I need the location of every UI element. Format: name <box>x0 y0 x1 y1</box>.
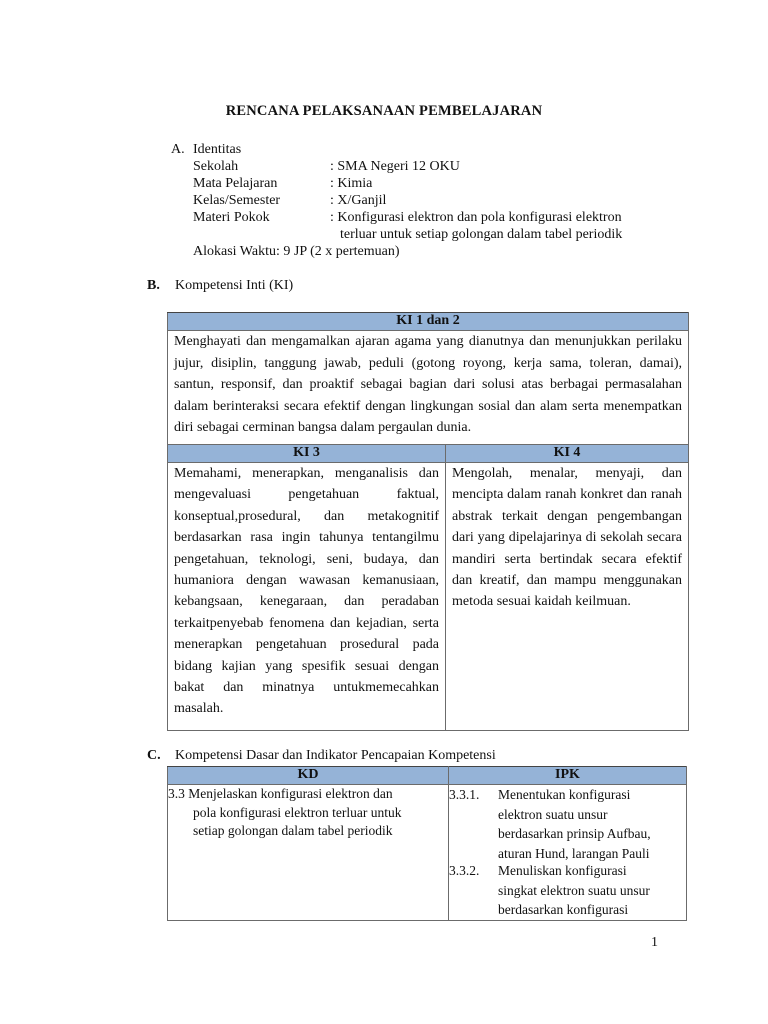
ipk-header: IPK <box>449 767 687 785</box>
ki3-header: KI 3 <box>168 445 446 463</box>
ipk-line: berdasarkan konfigurasi <box>498 902 629 917</box>
identity-value-materi-cont: terluar untuk setiap golongan dalam tabel periodik <box>340 227 623 242</box>
ipk-line: Menentukan konfigurasi <box>498 787 631 802</box>
kd-line-1: 3.3 Menjelaskan konfigurasi elektron dan <box>168 786 393 801</box>
identity-value-mapel: : Kimia <box>330 176 373 191</box>
ipk-line: elektron suatu unsur <box>498 806 608 822</box>
ipk-number: 3.3.1. <box>449 787 480 802</box>
ipk-number: 3.3.2. <box>449 863 480 878</box>
ki12-header: KI 1 dan 2 <box>168 313 689 331</box>
document-title: RENCANA PELAKSANAAN PEMBELAJARAN <box>225 103 543 119</box>
ipk-item <box>449 861 686 920</box>
ki12-text: Menghayati dan mengamalkan ajaran agama yang dianutnya dan menunjukkan perilaku jujur, disiplin, tanggung jawab, peduli (gotong royong, kerja sama, toleran, damai), santun, responsif, dan proaktif sebagai bagian dari solusi atas berbagai permasalahan dalam berinteraksi secara efektif dengan lingkungan sosial dan alam serta menempatkan diri sebagai cerminan bangsa dalam pergaulan dunia. <box>174 334 682 436</box>
section-a-marker: A. <box>171 142 185 157</box>
identity-label-kelas: Kelas/Semester <box>193 193 281 208</box>
kd-header: KD <box>168 767 449 785</box>
identity-value-sekolah: : SMA Negeri 12 OKU <box>330 159 460 174</box>
identity-value-materi: : Konfigurasi elektron dan pola konfigurasi elektron <box>330 210 622 225</box>
alokasi-waktu: Alokasi Waktu: 9 JP (2 x pertemuan) <box>193 244 400 259</box>
section-a-heading: Identitas <box>193 142 242 157</box>
identity-label-sekolah: Sekolah <box>193 159 239 174</box>
ipk-line: berdasarkan prinsip Aufbau, <box>498 826 651 841</box>
identity-label-mapel: Mata Pelajaran <box>193 176 278 191</box>
ki4-text: Mengolah, menalar, menyaji, dan mencipta dalam ranah konkret dan ranah abstrak terkait dengan pengembangan dari yang dipelajarinya di sekolah secara mandiri serta bertindak secara efektif dan kreatif, dan mampu menggunakan metoda sesuai kaidah keilmuan. <box>452 466 682 610</box>
ki-table <box>167 312 689 731</box>
ipk-item <box>449 785 686 863</box>
ipk-line: aturan Hund, larangan Pauli <box>498 845 650 861</box>
ki3-text: Memahami, menerapkan, menganalisis dan mengevaluasi pengetahuan faktual, konseptual,prosedural, dan metakognitif berdasarkan rasa ingin tahunya tentangilmu pengetahuan, teknologi, seni, budaya, dan humaniora dengan wawasan kemanusiaan, kebangsaan, kenegaraan, dan peradaban terkaitpenyebab fenomena dan kejadian, serta menerapkan pengetahuan prosedural pada bidang kajian yang spesifik sesuai dengan bakat dan minatnya untukmemecahkan masalah. <box>174 466 439 717</box>
ipk-line: Menuliskan konfigurasi <box>498 863 627 878</box>
section-c-marker: C. <box>147 748 161 763</box>
identity-value-kelas: : X/Ganjil <box>330 193 387 208</box>
page-number: 1 <box>651 935 658 950</box>
section-c-heading: Kompetensi Dasar dan Indikator Pencapaian Kompetensi <box>175 748 496 763</box>
kd-ipk-table <box>167 766 687 921</box>
identity-label-materi: Materi Pokok <box>193 210 270 225</box>
section-b-marker: B. <box>147 278 160 293</box>
section-b-heading: Kompetensi Inti (KI) <box>175 278 294 293</box>
kd-line-3: setiap golongan dalam tabel periodik <box>193 823 393 839</box>
ki4-header: KI 4 <box>446 445 689 463</box>
kd-line-2: pola konfigurasi elektron terluar untuk <box>193 804 402 820</box>
ipk-line: singkat elektron suatu unsur <box>498 882 650 898</box>
